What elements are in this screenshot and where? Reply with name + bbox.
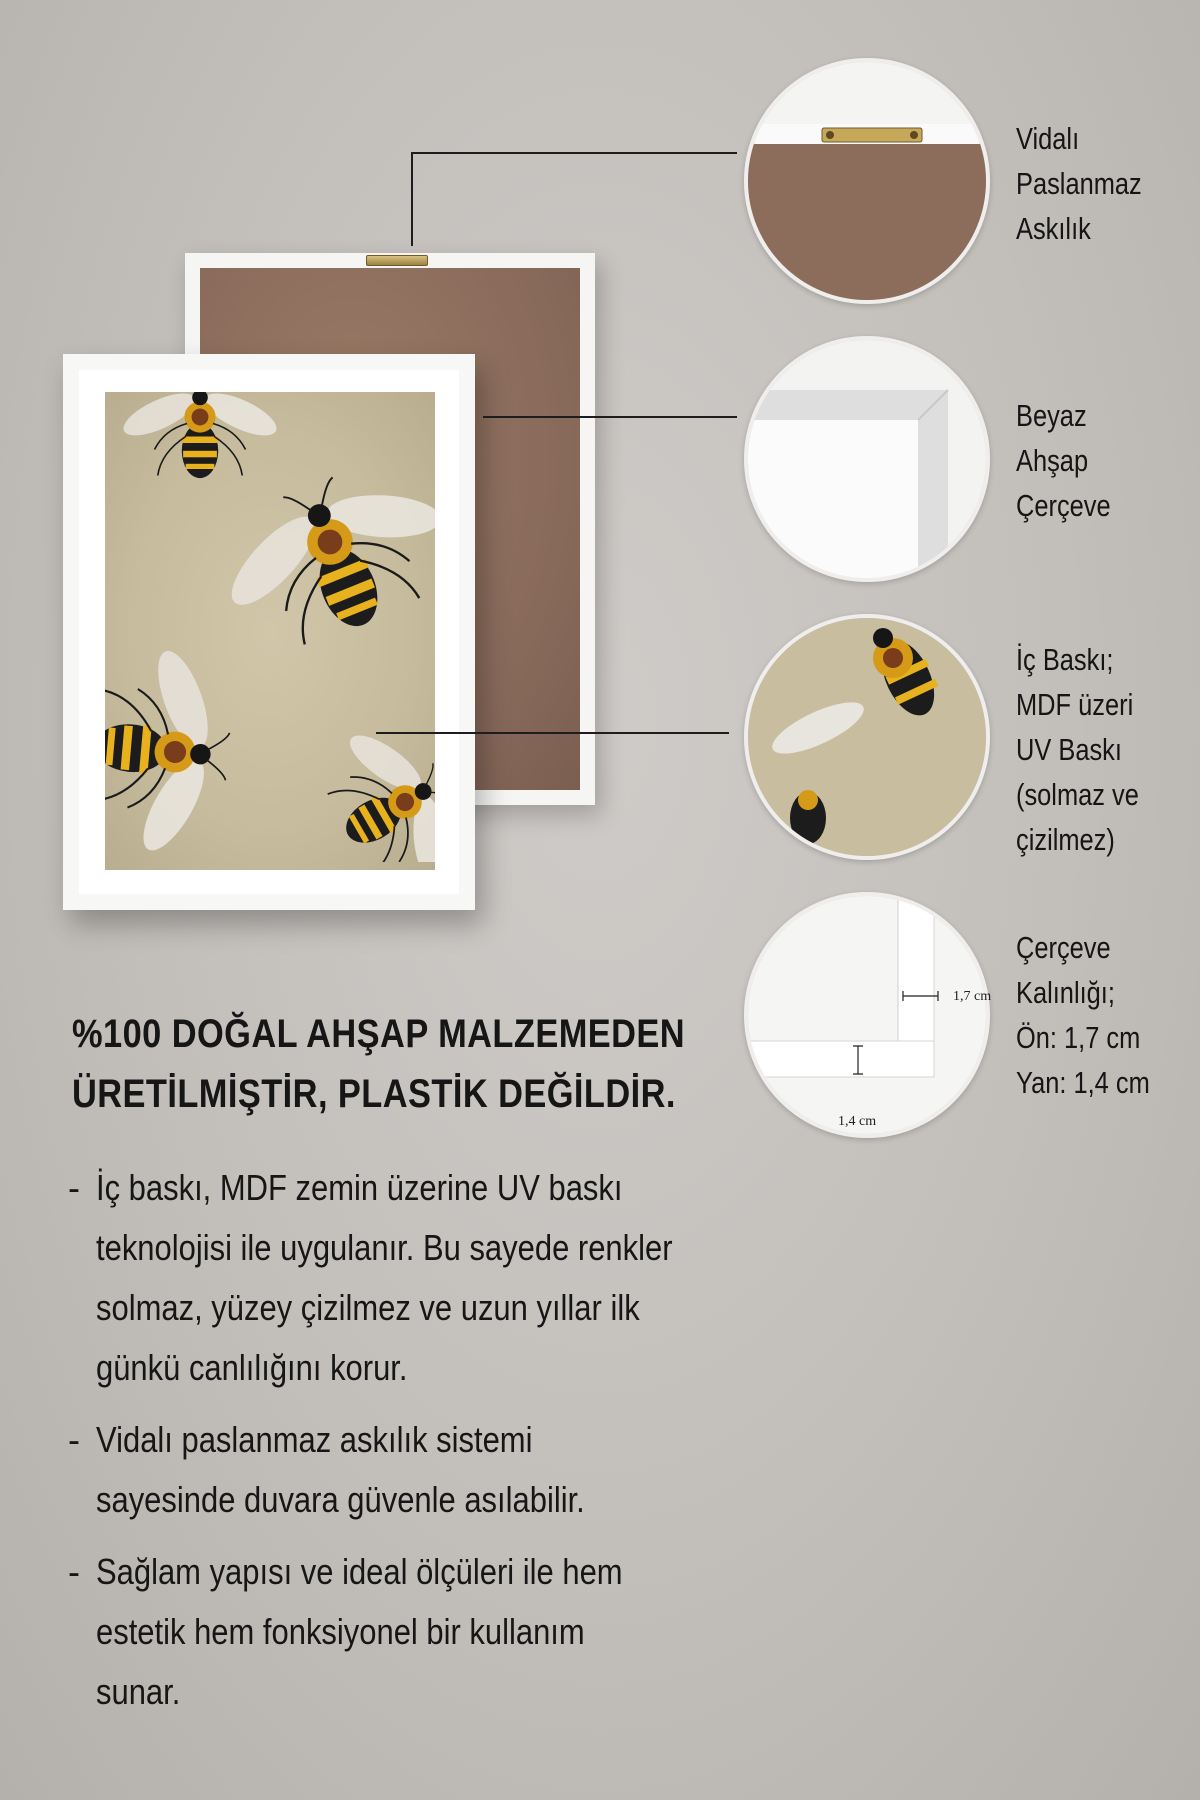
detail-circle-hanger: [744, 58, 990, 304]
bullet-hanger: - Vidalı paslanmaz askılık sistemi sayesinde duvara güvenle asılabilir.: [68, 1419, 585, 1520]
dimension-side-label: 1,4 cm: [838, 1114, 877, 1129]
heading-line-1: %100 DOĞAL AHŞAP MALZEMEDEN: [72, 1012, 686, 1056]
passepartout-mat: [79, 370, 459, 894]
caption-hanger: Vidalı Paslanmaz Askılık: [1016, 121, 1142, 246]
detail-circle-thickness: [744, 892, 990, 1138]
connector-hanger-drop: [411, 152, 413, 246]
dimension-front-label: 1,7 cm: [953, 989, 992, 1004]
sawtooth-hanger: [366, 255, 428, 266]
feature-bullet-list: [68, 1158, 788, 1734]
connector-hanger: [411, 152, 737, 154]
caption-thickness: Çerçeve Kalınlığı; Ön: 1,7 cm Yan: 1,4 cm: [1016, 930, 1150, 1100]
caption-frame: Beyaz Ahşap Çerçeve: [1016, 398, 1111, 523]
bee-art-print: [105, 392, 435, 870]
frame-front-view: [63, 354, 475, 910]
connector-print: [376, 732, 729, 734]
bullet-uv-print: - İç baskı, MDF zemin üzerine UV baskı teknolojisi ile uygulanır. Bu sayede renkler solmaz, yüzey çizilmez ve uzun yıllar ilk günkü canlılığını korur.: [68, 1167, 673, 1388]
main-heading: [72, 1004, 685, 1124]
connector-frame: [483, 416, 737, 418]
detail-circle-print: [744, 614, 990, 860]
bee-illustration: [105, 392, 435, 862]
caption-print: İç Baskı; MDF üzeri UV Baskı (solmaz ve çizilmez): [1016, 642, 1139, 857]
heading-line-2: ÜRETİLMİŞTİR, PLASTİK DEĞİLDİR.: [72, 1072, 676, 1116]
detail-circle-frame: [744, 336, 990, 582]
bullet-structure: - Sağlam yapısı ve ideal ölçüleri ile hem estetik hem fonksiyonel bir kullanım sunar.: [68, 1551, 623, 1712]
